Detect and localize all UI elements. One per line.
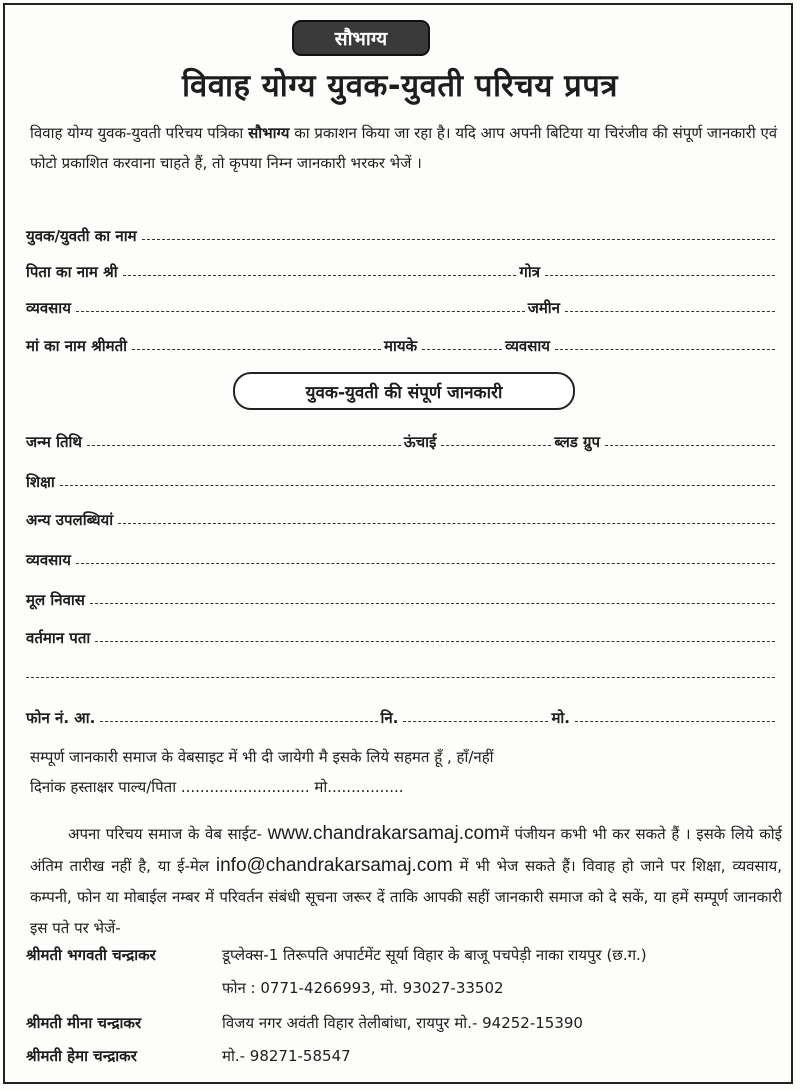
contact-name-2: श्रीमती मीना चन्द्राकर	[26, 1014, 142, 1032]
para-text-1: अपना परिचय समाज के वेब साईट-	[68, 825, 268, 843]
page-title: विवाह योग्य युवक-युवती परिचय प्रपत्र	[181, 68, 618, 104]
field-input-occupation[interactable]	[76, 311, 525, 312]
field-input-gotra[interactable]	[545, 275, 775, 276]
field-input-address[interactable]	[95, 641, 775, 642]
field-label-native: मूल निवास	[26, 591, 85, 609]
field-label-mother: मां का नाम श्रीमती	[26, 337, 128, 355]
contact-name-1: श्रीमती भगवती चन्द्राकर	[26, 946, 156, 964]
field-input-father[interactable]	[123, 275, 517, 276]
field-row-dob	[26, 428, 778, 452]
email-link[interactable]: info@chandrakarsamaj.com	[215, 855, 453, 876]
field-label-occupation2: व्यवसाय	[26, 551, 71, 569]
para-text-2: में पंजीयन कभी भी कर सकते हैं । इसके लिये कोई अंतिम तारीख नहीं है, या ई-मेल	[30, 825, 782, 875]
field-input-height[interactable]	[441, 445, 551, 446]
contact-address-1: डूप्लेक्स-1 तिरूपति अपार्टमेंट सूर्या विहार के बाजू पचपेड़ी नाका रायपुर (छ.ग.)	[222, 946, 647, 964]
field-row-address	[26, 624, 778, 648]
field-label-phone-home: नि.	[380, 709, 399, 727]
intro-paragraph	[30, 118, 780, 178]
field-row-native	[26, 586, 778, 610]
field-input-blood[interactable]	[605, 445, 775, 446]
info-paragraph	[30, 818, 782, 944]
field-input-dob[interactable]	[87, 445, 401, 446]
field-input-land[interactable]	[565, 311, 775, 312]
field-row-name	[26, 222, 778, 246]
field-label-mother-occupation: व्यवसाय	[505, 337, 550, 355]
field-input-mobile[interactable]	[575, 721, 775, 722]
field-label-mobile: मो.	[551, 709, 570, 727]
field-row-occupation	[26, 294, 778, 318]
field-input-achievements[interactable]	[118, 523, 775, 524]
field-row-achievements	[26, 506, 778, 530]
field-label-name: युवक/युवती का नाम	[26, 227, 137, 245]
field-input-name[interactable]	[142, 239, 775, 240]
contact-address-3: मो.- 98271-58547	[222, 1047, 351, 1065]
consent-line: सम्पूर्ण जानकारी समाज के वेबसाइट में भी दी जायेगी मै इसके लिये सहमत हूँ , हाँ/नहीं	[30, 748, 494, 766]
contact-name-3: श्रीमती हेमा चन्द्राकर	[26, 1047, 137, 1065]
field-input-phone-home[interactable]	[403, 721, 548, 722]
field-row-mother	[26, 332, 778, 356]
contact-address-2: विजय नगर अवंती विहार तेलीबांधा, रायपुर मो.- 94252-15390	[222, 1014, 583, 1032]
field-row-address-cont	[26, 660, 778, 684]
field-label-gotra: गोत्र	[519, 263, 540, 281]
field-label-mayke: मायके	[384, 337, 418, 355]
field-input-mother[interactable]	[132, 349, 381, 350]
contact-phone-1: फोन : 0771-4266993, मो. 93027-33502	[222, 979, 504, 997]
field-row-father	[26, 258, 778, 282]
intro-post: का प्रकाशन किया जा रहा है। यदि आप अपनी बिटिया या चिरंजीव की संपूर्ण जानकारी एवं फोटो प्रकाशित करवाना चाहते हैं, तो कृपया निम्न जानकारी भरकर भेजें ।	[30, 124, 778, 172]
field-label-education: शिक्षा	[26, 473, 55, 491]
field-label-dob: जन्म तिथि	[26, 433, 82, 451]
field-input-education[interactable]	[60, 485, 775, 486]
intro-pre: विवाह योग्य युवक-युवती परिचय पत्रिका	[30, 124, 249, 142]
field-row-phone	[26, 704, 778, 728]
field-label-occupation: व्यवसाय	[26, 299, 71, 317]
badge-saubhagya: सौभाग्य	[292, 20, 430, 56]
field-label-land: जमीन	[527, 299, 560, 317]
field-row-occupation2	[26, 546, 778, 570]
field-input-phone[interactable]	[100, 721, 377, 722]
signature-line: दिनांक हस्ताक्षर पाल्य/पिता ........................... मो................	[30, 778, 404, 796]
field-row-education	[26, 468, 778, 492]
section-heading: युवक-युवती की संपूर्ण जानकारी	[233, 372, 575, 410]
field-label-achievements: अन्य उपलब्धियां	[26, 511, 114, 529]
field-input-occupation2[interactable]	[76, 563, 775, 564]
field-label-blood: ब्लड ग्रुप	[554, 433, 600, 451]
field-input-mayke[interactable]	[422, 349, 502, 350]
intro-bold: सौभाग्य	[248, 124, 290, 142]
field-input-address-cont[interactable]	[26, 677, 775, 678]
field-label-father: पिता का नाम श्री	[26, 263, 118, 281]
para-text-3: में भी भेज सकते हैं। विवाह हो जाने पर शिक्षा, व्यवसाय, कम्पनी, फोन या मोबाईल नम्बर में परिवर्तन संबंधी सूचना जरूर दें ताकि आपकी सहीं जानकारी समाज को दे सकें, या हमें सम्पूर्ण जानकारी इस पते पर भेजें-	[30, 857, 782, 937]
field-label-phone: फोन नं. आ.	[26, 709, 96, 727]
website-link[interactable]: www.chandrakarsamaj.com	[267, 823, 500, 844]
field-label-height: ऊंचाई	[403, 433, 437, 451]
field-label-address: वर्तमान पता	[26, 629, 91, 647]
field-input-native[interactable]	[90, 603, 775, 604]
field-input-mother-occupation[interactable]	[555, 349, 775, 350]
